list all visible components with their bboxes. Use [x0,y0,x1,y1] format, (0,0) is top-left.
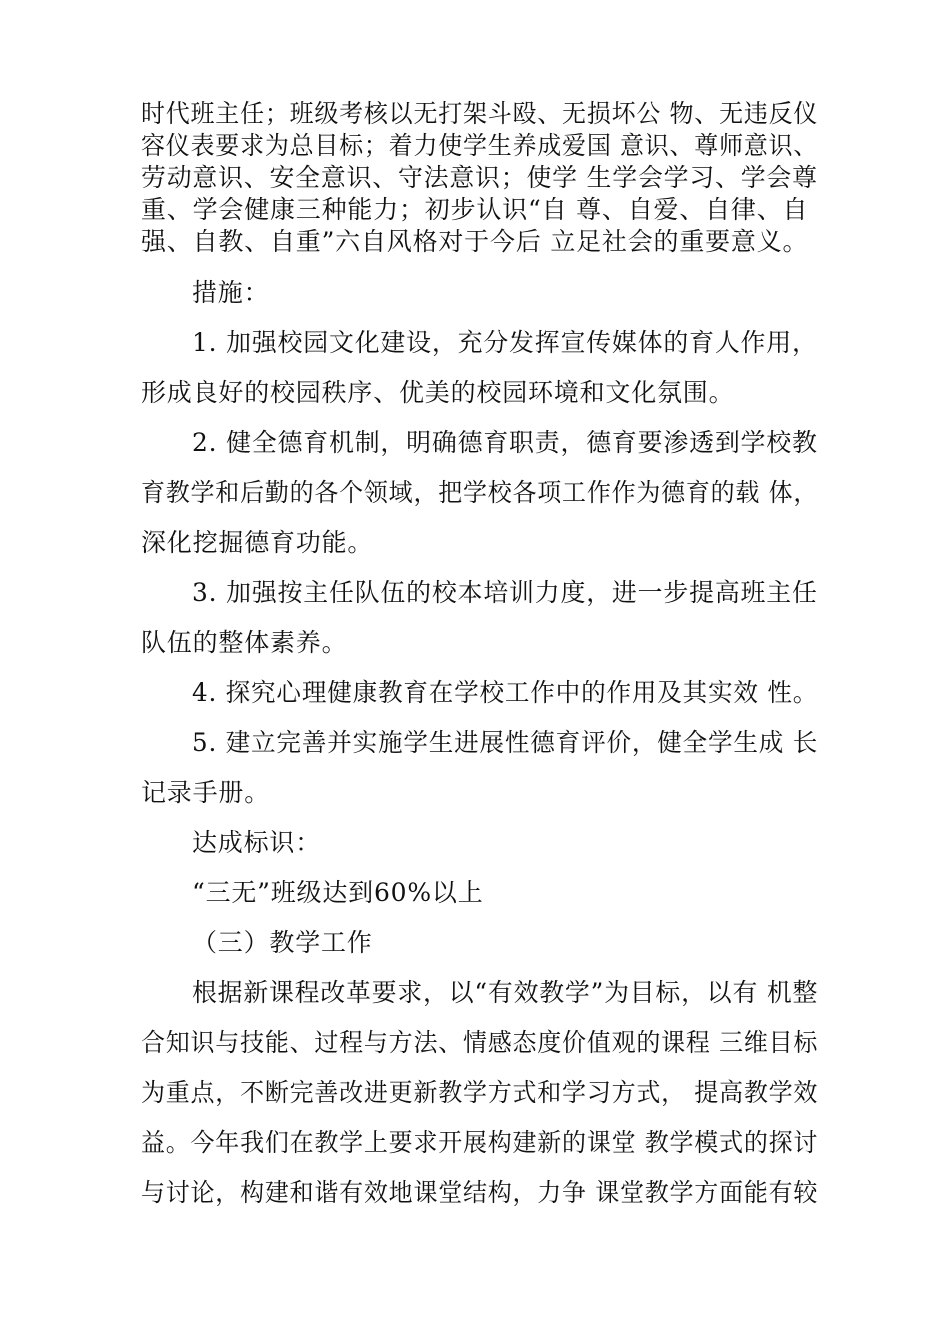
list-item: 5. 建立完善并实施学生进展性德育评价，健全学生成 长 [192,728,819,757]
text-line: “三无”班级达到60%以上 [192,878,484,907]
text-line: 根据新课程改革要求，以“有效教学”为目标，以有 机整 [192,978,819,1007]
section-heading: 措施： [192,278,270,307]
text-line: 合知识与技能、过程与方法、情感态度价值观的课程 三维目标 [141,1028,819,1057]
list-item: 3. 加强按主任队伍的校本培训力度，进一步提高班主任 [192,578,818,607]
text-line: 为重点，不断完善改进更新教学方式和学习方式， 提高教学效 [141,1078,819,1107]
list-item: 2. 健全德育机制，明确德育职责，德育要渗透到学校教 [192,428,818,457]
list-item: 4. 探究心理健康教育在学校工作中的作用及其实效 性。 [192,678,819,707]
section-heading: （三）教学工作 [192,928,373,957]
text-line: 队伍的整体素养。 [141,628,348,657]
text-line: 劳动意识、安全意识、守法意识；使学 生学会学习、学会尊 [141,163,818,192]
text-line: 重、学会健康三种能力；初步认识“自 尊、自爱、自律、自 [141,195,809,224]
text-line: 容仪表要求为总目标；着力使学生养成爱国 意识、尊师意识、 [141,131,819,160]
text-line: 记录手册。 [141,778,271,807]
text-line: 强、自教、自重”六自风格对于今后 立足社会的重要意义。 [141,227,809,256]
text-line: 时代班主任；班级考核以无打架斗殴、无损坏公 物、无违反仪 [141,99,819,128]
text-line: 育教学和后勤的各个领域，把学校各项工作作为德育的载 体， [141,478,819,507]
list-item: 1. 加强校园文化建设，充分发挥宣传媒体的育人作用， [192,328,818,357]
text-line: 形成良好的校园秩序、优美的校园环境和文化氛围。 [141,378,735,407]
text-line: 深化挖掘德育功能。 [141,528,374,557]
text-line: 益。今年我们在教学上要求开展构建新的课堂 教学模式的探讨 [141,1128,819,1157]
section-heading: 达成标识： [192,828,322,857]
text-line: 与讨论，构建和谐有效地课堂结构，力争 课堂教学方面能有较 [141,1178,819,1207]
